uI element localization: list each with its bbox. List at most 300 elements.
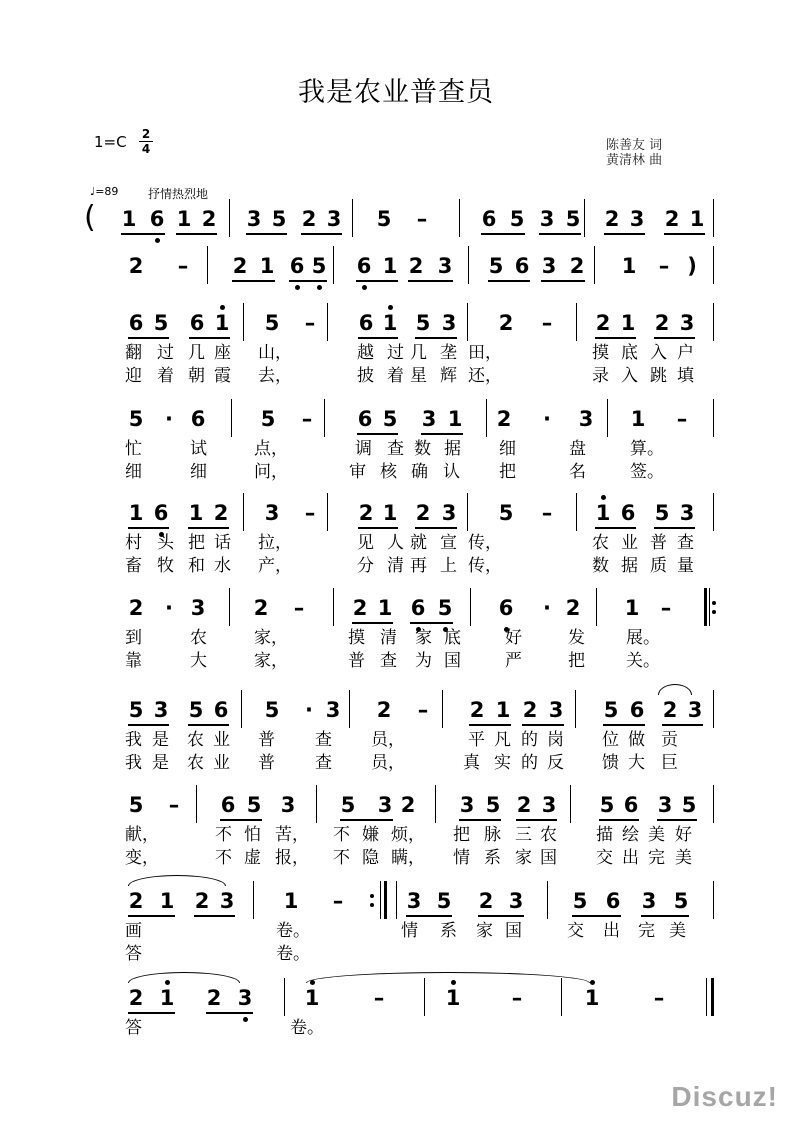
beam — [469, 724, 511, 726]
note: 3 — [508, 889, 524, 913]
lyric-verse-2: 录 — [592, 366, 609, 386]
bar-line — [333, 588, 334, 626]
note: 1 — [689, 207, 705, 231]
note: 5 — [246, 793, 262, 817]
note: – — [511, 986, 523, 1010]
lyric-verse-2: 反 — [547, 753, 564, 773]
note: 2 — [358, 501, 374, 525]
lyric-verse-2: 不 — [333, 848, 350, 868]
note: 3 — [629, 207, 645, 231]
bar-line — [584, 199, 585, 237]
lyric-verse-1: 越 — [357, 343, 374, 363]
lyric-verse-2: 还， — [468, 366, 502, 386]
beam — [358, 527, 398, 529]
note: 3 — [539, 207, 555, 231]
note: 3 — [280, 793, 296, 817]
bar-line — [575, 690, 576, 728]
bar-line — [713, 881, 714, 919]
note: 1 — [595, 501, 611, 525]
bar-line — [333, 246, 334, 284]
beam — [357, 433, 398, 435]
lyric-verse-1: 算。 — [630, 439, 664, 459]
lyric-verse-2: 名 — [569, 462, 586, 482]
lyric-verse-1: 普 — [258, 730, 275, 750]
bar-line — [459, 199, 460, 237]
bar-line — [713, 785, 714, 823]
beam — [516, 819, 557, 821]
note: 6 — [153, 501, 169, 525]
lyric-verse-1: 农 — [592, 533, 609, 553]
beam — [488, 280, 530, 282]
lyric-verse-2: 星 — [410, 366, 427, 386]
note: 2 — [654, 311, 670, 335]
bar-line — [467, 303, 468, 341]
lyric-verse-2: 国 — [444, 651, 461, 671]
lyric-verse-1: 发 — [568, 628, 585, 648]
bar-line — [284, 978, 285, 1016]
lyric-verse-2: 辉 — [440, 366, 457, 386]
lyric-verse-2: 产， — [258, 556, 292, 576]
lyric-verse-1: 怕 — [244, 825, 261, 845]
lyric-verse-1: 传， — [468, 533, 502, 553]
bar-line — [713, 493, 714, 531]
lyric-verse-1: 细 — [499, 439, 516, 459]
note: 2 — [201, 207, 217, 231]
lyric-verse-1: 业 — [213, 730, 230, 750]
octave-dot-low — [155, 238, 160, 243]
lyric-verse-2: 变， — [125, 848, 159, 868]
note: 5 — [509, 207, 525, 231]
note: · — [165, 407, 173, 431]
beam — [408, 280, 453, 282]
lyric-verse-1: 田， — [468, 343, 502, 363]
note: 1 — [188, 501, 204, 525]
octave-dot-low — [317, 285, 322, 290]
note: 5 — [415, 311, 431, 335]
note: 3 — [190, 596, 206, 620]
note: 1 — [214, 311, 230, 335]
lyric-verse-1: 垄 — [440, 343, 457, 363]
bar-line — [596, 588, 597, 626]
beam — [664, 233, 705, 235]
note: 5 — [436, 889, 452, 913]
lyric-verse-1: 绘 — [622, 825, 639, 845]
beam — [654, 337, 695, 339]
beam — [246, 233, 287, 235]
note: 6 — [213, 698, 229, 722]
lyric-verse-1: 人 — [387, 533, 404, 553]
lyric-verse-1: 到 — [125, 628, 142, 648]
lyric-verse-2: 是 — [152, 753, 169, 773]
lyric-verse-2: 农 — [187, 753, 204, 773]
beam — [459, 819, 501, 821]
beam — [541, 280, 585, 282]
note: 3 — [679, 311, 695, 335]
octave-dot-high — [590, 980, 595, 985]
note: 3 — [679, 501, 695, 525]
beam — [206, 1012, 253, 1014]
lyric-verse-1: 摸 — [348, 628, 365, 648]
note: 3 — [153, 698, 169, 722]
note: 2 — [232, 254, 248, 278]
lyric-verse-1: 山， — [258, 343, 292, 363]
lyric-verse-2: 认 — [443, 462, 460, 482]
beam — [220, 819, 262, 821]
note: – — [541, 311, 553, 335]
lyric-verse-2: 的 — [521, 753, 538, 773]
lyric-verse-1: 三 — [515, 825, 532, 845]
note: 5 — [128, 407, 144, 431]
bar-line — [231, 399, 232, 437]
note: 2 — [415, 501, 431, 525]
lyric-verse-2: 把 — [568, 651, 585, 671]
note: 3 — [687, 698, 703, 722]
lyric-verse-2: 数 — [592, 556, 609, 576]
beam — [572, 915, 621, 917]
beam — [301, 233, 342, 235]
note: 5 — [382, 407, 398, 431]
lyric-verse-2: 大 — [628, 753, 645, 773]
bar-line — [435, 785, 436, 823]
lyric-verse-1: 几 — [410, 343, 427, 363]
note: 5 — [264, 698, 280, 722]
note: 3 — [246, 207, 262, 231]
note: 2 — [516, 793, 532, 817]
lyric-verse-2: 大 — [190, 651, 207, 671]
beam — [410, 622, 453, 624]
lyric-verse-2: 答 — [125, 944, 142, 964]
bar-line — [486, 399, 487, 437]
note: 2 — [253, 596, 269, 620]
note: 5 — [603, 698, 619, 722]
lyric-verse-2: 普 — [258, 753, 275, 773]
beam — [599, 819, 639, 821]
lyric-verse-1: 不 — [215, 825, 232, 845]
note: 5 — [128, 698, 144, 722]
note: 2 — [478, 889, 494, 913]
bar-line — [229, 199, 230, 237]
note: 3 — [541, 793, 557, 817]
time-signature — [139, 128, 153, 155]
lyric-verse-2: 关。 — [626, 651, 660, 671]
lyric-verse-2: 查 — [380, 651, 397, 671]
lyric-verse-1: 家 — [415, 628, 432, 648]
bar-line — [607, 399, 608, 437]
note: 2 — [194, 889, 210, 913]
note: 3 — [541, 254, 557, 278]
lyric-verse-1: 农 — [187, 730, 204, 750]
note: 2 — [604, 207, 620, 231]
lyric-verse-1: 把 — [188, 533, 205, 553]
lyric-verse-2: 再 — [410, 556, 427, 576]
lyric-verse-2: 系 — [484, 848, 501, 868]
lyric-verse-1: 献， — [125, 825, 159, 845]
note: 3 — [219, 889, 235, 913]
note: 2 — [496, 407, 512, 431]
lyric-verse-1: 忙 — [125, 439, 142, 459]
note: 1 — [159, 889, 175, 913]
beam — [358, 337, 398, 339]
lyric-verse-1: 清 — [380, 628, 397, 648]
time-signature-bottom: 4 — [141, 142, 151, 156]
note: 6 — [289, 254, 305, 278]
lyric-verse-2: 细 — [125, 462, 142, 482]
repeat-dots — [370, 889, 374, 912]
note: 2 — [128, 596, 144, 620]
beam — [522, 724, 564, 726]
octave-dot-high — [601, 495, 606, 500]
note: 3 — [326, 207, 342, 231]
lyric-verse-1: 美 — [648, 825, 665, 845]
note: 1 — [584, 986, 600, 1010]
beam — [595, 527, 636, 529]
lyric-verse-1: 拉， — [258, 533, 292, 553]
lyric-verse-1: 点， — [254, 439, 288, 459]
bar-line — [327, 493, 328, 531]
lyric-verse-2: 靠 — [125, 651, 142, 671]
note: 6 — [620, 501, 636, 525]
lyric-verse-1: 见 — [357, 533, 374, 553]
bar-line — [706, 978, 707, 1016]
bar-line — [327, 303, 328, 341]
octave-dot-low — [295, 285, 300, 290]
lyric-verse-1: 贡 — [661, 730, 678, 750]
lyric-verse-2: 不 — [215, 848, 232, 868]
note: – — [168, 793, 180, 817]
lyric-verse-2: 着 — [157, 366, 174, 386]
lyric-verse-1: 农 — [190, 628, 207, 648]
lyric-verse-1: 宣 — [440, 533, 457, 553]
note: 1 — [447, 407, 463, 431]
note: 2 — [128, 254, 144, 278]
lyric-verse-1: 位 — [602, 730, 619, 750]
beam — [406, 915, 452, 917]
note: 2 — [408, 254, 424, 278]
lyric-verse-1: 的 — [521, 730, 538, 750]
lyric-verse-1: 底 — [444, 628, 461, 648]
score-row — [0, 986, 792, 1086]
bar-line — [713, 246, 714, 284]
note: 3 — [578, 407, 594, 431]
note: 3 — [377, 793, 393, 817]
beam — [289, 280, 327, 282]
lyric-verse-2: 报， — [275, 848, 309, 868]
lyric-verse-1: 嫌 — [362, 825, 379, 845]
note: 6 — [623, 793, 639, 817]
lyric-verse-2: 传， — [468, 556, 502, 576]
lyric-verse-2: 真 — [463, 753, 480, 773]
note: 1 — [377, 596, 393, 620]
lyric-verse-1: 底 — [621, 343, 638, 363]
beam — [121, 233, 165, 235]
note: 6 — [220, 793, 236, 817]
octave-dot-high — [220, 305, 225, 310]
note: · — [165, 596, 173, 620]
lyric-verse-1: 岗 — [547, 730, 564, 750]
note: 5 — [340, 793, 356, 817]
beam — [604, 233, 645, 235]
bar-line — [196, 785, 197, 823]
lyric-verse-2: 分 — [357, 556, 374, 576]
lyric-verse-2: 跳 — [650, 366, 667, 386]
note: 1 — [283, 889, 299, 913]
bar-line — [470, 588, 471, 626]
note: 6 — [410, 596, 426, 620]
lyric-verse-2: 情 — [453, 848, 470, 868]
note: 2 — [664, 207, 680, 231]
note: 6 — [128, 311, 144, 335]
lyric-verse-2: 畜 — [125, 556, 142, 576]
lyric-verse-2: 普 — [348, 651, 365, 671]
lyric-verse-1: 查 — [677, 533, 694, 553]
lyric-verse-1: 普 — [650, 533, 667, 553]
beam — [189, 337, 230, 339]
beam — [340, 819, 393, 821]
note: 5 — [485, 793, 501, 817]
bar-line — [396, 881, 397, 919]
bar-line — [253, 881, 254, 919]
lyric-verse-2: 巨 — [661, 753, 678, 773]
lyric-verse-2: 清 — [387, 556, 404, 576]
lyric-verse-1: 我 — [125, 730, 142, 750]
lyric-verse-2: 签。 — [630, 462, 664, 482]
beam — [415, 527, 457, 529]
note: 5 — [599, 793, 615, 817]
lyric-verse-2: 员， — [371, 753, 405, 773]
lyric-verse-1: 调 — [355, 439, 372, 459]
beam — [481, 233, 525, 235]
expression-marking: 抒情热烈地 — [148, 187, 209, 201]
lyric-verse-1: 数 — [414, 439, 431, 459]
note: – — [676, 407, 688, 431]
note: 5 — [376, 207, 392, 231]
note: 5 — [264, 311, 280, 335]
lyric-verse-1: 描 — [596, 825, 613, 845]
bar-line — [713, 303, 714, 341]
note: 6 — [498, 596, 514, 620]
bar-line — [576, 303, 577, 341]
lyric-verse-1: 卷。 — [290, 1018, 324, 1038]
lyric-verse-2: 完 — [648, 848, 665, 868]
bar-line — [468, 246, 469, 284]
note: 5 — [437, 596, 453, 620]
beam — [421, 433, 463, 435]
lyric-verse-2: 问， — [254, 462, 288, 482]
note: 1 — [630, 407, 646, 431]
beam — [478, 915, 524, 917]
note: 3 — [459, 793, 475, 817]
note: 5 — [673, 889, 689, 913]
note: – — [660, 596, 672, 620]
lyric-verse-2: 审 — [349, 462, 366, 482]
note: ) — [687, 254, 697, 278]
bar-line — [713, 199, 714, 237]
bar-line — [207, 246, 208, 284]
note: 2 — [662, 698, 678, 722]
note: 5 — [188, 698, 204, 722]
beam — [128, 915, 175, 917]
credits — [606, 138, 662, 168]
bar-line — [241, 690, 242, 728]
key-signature: 1=C — [94, 133, 127, 151]
song-title: 我是农业普查员 — [298, 77, 494, 108]
lyric-verse-1: 家， — [254, 628, 288, 648]
note: – — [653, 986, 665, 1010]
note: – — [293, 596, 305, 620]
note: 2 — [400, 793, 416, 817]
bar-line — [576, 493, 577, 531]
lyric-verse-1: 脉 — [484, 825, 501, 845]
lyric-verse-2: 馈 — [602, 753, 619, 773]
lyric-verse-1: 不 — [333, 825, 350, 845]
beam — [603, 724, 645, 726]
note: – — [332, 889, 344, 913]
lyric-verse-2: 美 — [675, 848, 692, 868]
note: 6 — [605, 889, 621, 913]
note: 2 — [128, 986, 144, 1010]
beam — [128, 527, 169, 529]
lyric-verse-2: 把 — [499, 462, 516, 482]
note: 6 — [514, 254, 530, 278]
note: 5 — [311, 254, 327, 278]
lyric-verse-2: 牧 — [157, 556, 174, 576]
note: 1 — [259, 254, 275, 278]
lyric-verse-2: 朝 — [188, 366, 205, 386]
note: 1 — [382, 311, 398, 335]
lyric-verse-1: 入 — [650, 343, 667, 363]
lyric-verse-1: 凡 — [494, 730, 511, 750]
bar-line — [324, 399, 325, 437]
octave-dot-high — [388, 305, 393, 310]
lyric-verse-2: 霞 — [214, 366, 231, 386]
lyric-verse-1: 家 — [476, 921, 493, 941]
lyric-verse-1: 座 — [214, 343, 231, 363]
note: 1 — [621, 254, 637, 278]
lyric-verse-1: 把 — [453, 825, 470, 845]
lyric-verse-1: 是 — [152, 730, 169, 750]
note: 5 — [572, 889, 588, 913]
note: 3 — [406, 889, 422, 913]
note: 6 — [189, 311, 205, 335]
beam — [232, 280, 275, 282]
lyric-verse-2: 家， — [254, 651, 288, 671]
note: 3 — [641, 889, 657, 913]
lyric-verse-2: 出 — [622, 848, 639, 868]
lyric-verse-2: 虚 — [244, 848, 261, 868]
lyric-verse-1: 摸 — [592, 343, 609, 363]
bar-line — [243, 493, 244, 531]
note: · — [543, 407, 551, 431]
bar-line — [713, 690, 714, 728]
lyric-verse-1: 头 — [157, 533, 174, 553]
lyric-verse-2: 严 — [505, 651, 522, 671]
beam — [188, 527, 229, 529]
note: 5 — [565, 207, 581, 231]
beam — [641, 915, 689, 917]
note: 3 — [237, 986, 253, 1010]
lyric-verse-1: 据 — [444, 439, 461, 459]
bar-line — [709, 588, 710, 626]
note: 6 — [357, 407, 373, 431]
composer: 黄清林 曲 — [606, 153, 663, 168]
lyric-verse-1: 出 — [603, 921, 620, 941]
note: 1 — [495, 698, 511, 722]
beam — [128, 337, 169, 339]
note: 1 — [445, 986, 461, 1010]
score-row — [0, 698, 792, 798]
note: 6 — [356, 254, 372, 278]
note: 6 — [358, 311, 374, 335]
